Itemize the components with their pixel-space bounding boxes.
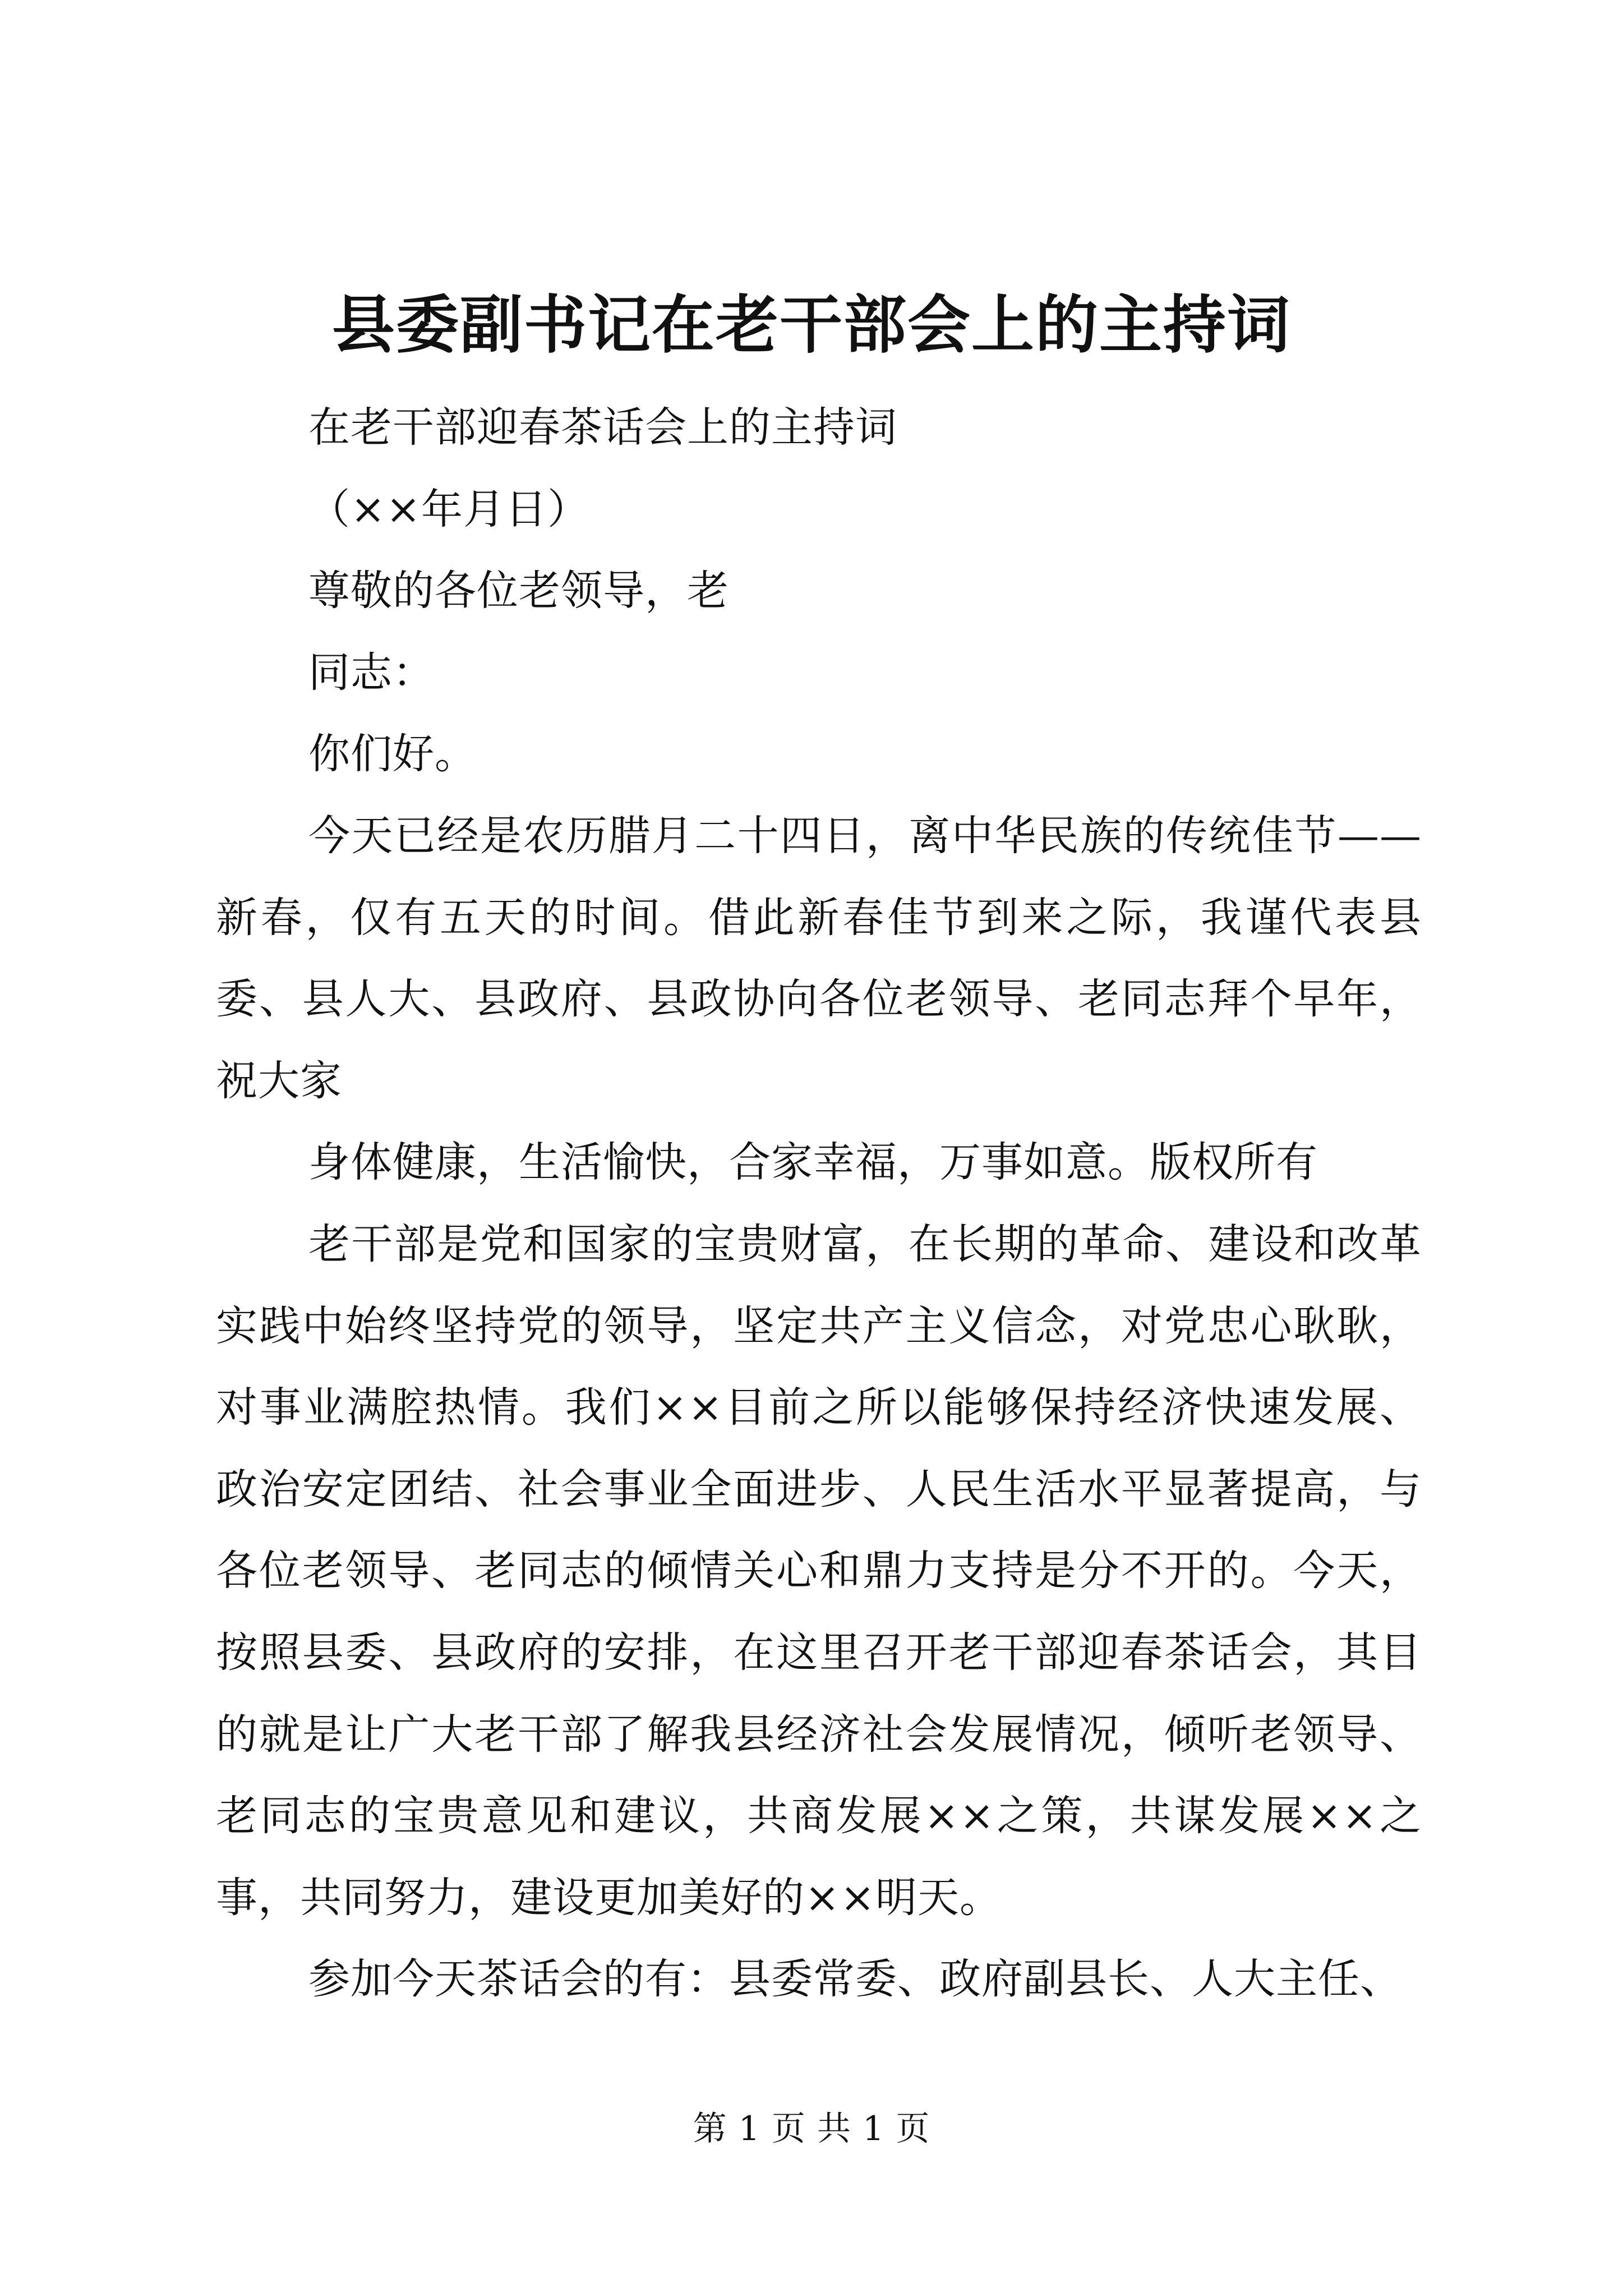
- document-body: [216, 387, 1422, 2021]
- paragraph-date: （××年月日）: [308, 485, 590, 533]
- paragraph-attendees: 参加今天茶话会的有：县委常委、政府副县长、人大主任、: [308, 1955, 1402, 2004]
- page-footer: 第 1 页 共 1 页: [693, 2109, 930, 2148]
- paragraph-greeting: 你们好。: [308, 730, 477, 779]
- paragraph-new-year: 今天已经是农历腊月二十四日，离中华民族的传统佳节——新春，仅有五天的时间。借此新春佳节到来之际，我谨代表县委、县人大、县政府、县政协向各位老领导、老同志拜个早年，祝大家: [216, 811, 1422, 1105]
- paragraph-wishes: 身体健康，生活愉快，合家幸福，万事如意。版权所有: [308, 1138, 1318, 1187]
- paragraph-salutation-cont: 同志：: [308, 648, 435, 697]
- paragraph-salutation: 尊敬的各位老领导，老: [308, 567, 729, 615]
- paragraph-main: 老干部是党和国家的宝贵财富，在长期的革命、建设和改革实践中始终坚持党的领导，坚定共产主义信念，对党忠心耿耿，对事业满腔热情。我们××目前之所以能够保持经济快速发展、政治安定团结、社会事业全面进步、人民生活水平显著提高，与各位老领导、老同志的倾情关心和鼎力支持是分不开的。今天，按照县委、县政府的安排，在这里召开老干部迎春茶话会，其目的就是让广大老干部了解我县经济社会发展情况，倾听老领导、老同志的宝贵意见和建议，共商发展××之策，共谋发展××之事，共同努力，建设更加美好的××明天。: [216, 1220, 1422, 1922]
- paragraph-subtitle: 在老干部迎春茶话会上的主持词: [308, 403, 897, 452]
- document-title: 县委副书记在老干部会上的主持词: [332, 288, 1291, 362]
